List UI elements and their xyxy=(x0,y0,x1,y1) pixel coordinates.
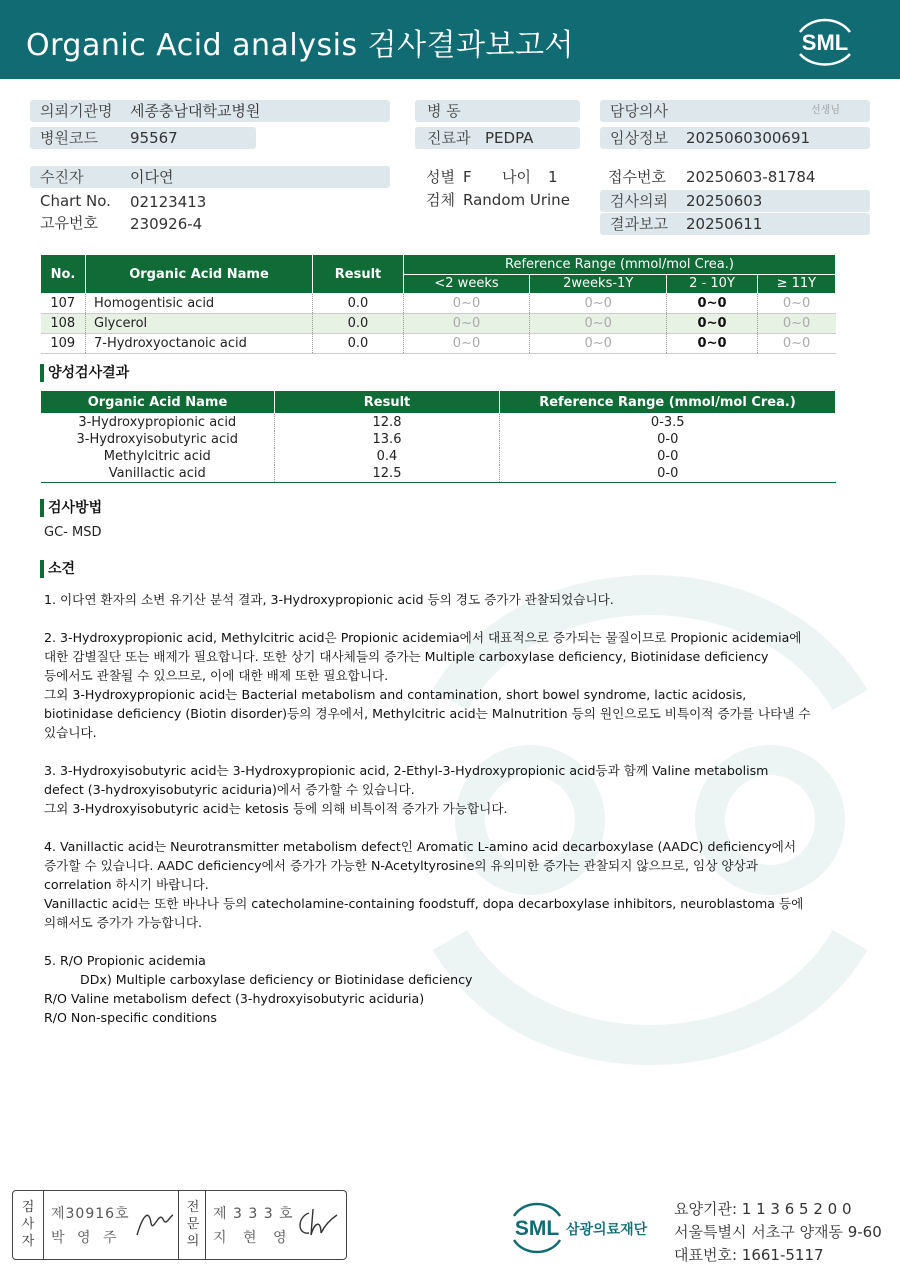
report-date-value: 20250611 xyxy=(686,215,763,233)
svg-text:SML: SML xyxy=(514,1217,560,1240)
col-ref-header: Reference Range (mmol/mol Crea.) xyxy=(404,255,836,275)
institution-field xyxy=(30,100,390,122)
opinion-body xyxy=(44,590,834,1027)
age-group-1-header: <2 weeks xyxy=(404,274,530,294)
ward-field xyxy=(415,100,580,122)
table-row xyxy=(41,294,836,314)
pos-row-name: Vanillactic acid xyxy=(41,465,275,483)
svg-text:SML: SML xyxy=(801,30,849,55)
row-ref-1: 0~0 xyxy=(404,314,530,334)
method-title-text: 검사방법 xyxy=(48,500,103,516)
row-ref-4: 0~0 xyxy=(757,334,835,354)
specialist-label xyxy=(182,1191,204,1259)
method-section-title xyxy=(40,497,102,519)
age-group-3-header: 2 - 10Y xyxy=(667,274,757,294)
request-date-value: 20250603 xyxy=(686,192,763,210)
specialist-name: 지 현 영 xyxy=(213,1230,293,1246)
opinion-line-5a: 5. R/O Propionic acidemia xyxy=(44,953,206,968)
pos-row-result: 13.6 xyxy=(275,431,500,448)
patient-name-value: 이다연 xyxy=(130,168,174,186)
age-label: 나이 xyxy=(502,168,531,186)
institution-value: 세종충남대학교병원 xyxy=(130,102,261,120)
opinion-paragraph-1: 1. 이다연 환자의 소변 유기산 분석 결과, 3-Hydroxypropionic acid 등의 경도 증가가 관찰되었습니다. xyxy=(44,592,614,607)
table-row xyxy=(41,314,836,334)
row-ref-2: 0~0 xyxy=(530,294,667,314)
footer-logo xyxy=(510,1198,670,1258)
hospital-code-label: 병원코드 xyxy=(40,129,98,147)
section-bar xyxy=(40,499,44,517)
row-ref-1: 0~0 xyxy=(404,294,530,314)
row-name: 7-Hydroxyoctanoic acid xyxy=(86,334,313,354)
age-group-2-header: 2weeks-1Y xyxy=(530,274,667,294)
row-ref-4: 0~0 xyxy=(757,314,835,334)
clinical-info-value: 2025060300691 xyxy=(686,129,811,147)
sex-value: F xyxy=(463,168,472,186)
table-row xyxy=(41,431,836,448)
phone-number: 대표번호: 1661-5117 xyxy=(674,1246,824,1264)
opinion-paragraph-4: 4. Vanillactic acid는 Neurotransmitter metabolism defect인 Aromatic L-amino acid decarboxylase (AADC) deficiency에서 증가할 수 있습니다. AADC deficiency에서 증가가 가능한 N-Acetyltyrosine의 유의미한 증가는 관찰되지 않으므로, 임상 양상과 correlation 하시기 바랍니다. Vanillactic acid는 또한 바나나 등의 catecholamine-containing foodstuff, dopa decarboxylase inhibitors, neuroblastoma 등에 의해서도 증가가 가능합니다. xyxy=(44,839,804,930)
request-date-field xyxy=(600,190,870,212)
specialist-no: 제 3 3 3 호 xyxy=(213,1206,294,1222)
row-no: 107 xyxy=(41,294,86,314)
opinion-paragraph-2: 2. 3-Hydroxypropionic acid, Methylcitric acid은 Propionic acidemia에서 대표적으로 증가되는 물질이므로 Propionic acidemia에 대한 감별질단 또는 배제가 필요합니다. 또한 상기 대사체들의 증가는 Multiple carboxylase deficiency, Biotinidase deficiency 등에서도 관찰될 수 있으므로, 이에 대한 배제 또한 필요합니다. 그외 3-Hydroxypropionic acid는 Bacterial metabolism and contamination, short bowel syndrome, lactic acidosis, biotinidase deficiency (Biotin disorder)등의 경우에서, Methylcitric acid는 Malnutrition 등의 원인으로도 비특이적 증가를 나타낼 수 있습니다. xyxy=(44,630,811,740)
specimen-label: 검체 xyxy=(426,191,455,209)
section-bar xyxy=(40,364,44,382)
divider xyxy=(178,1191,179,1259)
pos-row-name: 3-Hydroxypropionic acid xyxy=(41,414,275,432)
unique-no-label: 고유번호 xyxy=(40,214,98,232)
col-result-header: Result xyxy=(313,255,404,294)
examiner-signature xyxy=(133,1205,175,1241)
examiner-name: 박 영 주 xyxy=(51,1230,121,1246)
pos-row-ref: 0-3.5 xyxy=(650,415,685,430)
pos-row-name: Methylcitric acid xyxy=(41,448,275,465)
pos-col-ref-header: Reference Range (mmol/mol Crea.) xyxy=(500,391,836,414)
pos-row-ref: 0-0 xyxy=(500,465,836,483)
row-ref-3: 0~0 xyxy=(667,294,757,314)
signature-box xyxy=(12,1190,347,1260)
organic-acid-table xyxy=(40,254,836,354)
table-row xyxy=(41,448,836,465)
pos-row-ref: 0-0 xyxy=(657,432,679,447)
method-text: GC- MSD xyxy=(44,525,102,540)
department-field xyxy=(415,127,580,149)
report-title: Organic Acid analysis 검사결과보고서 xyxy=(26,28,574,63)
doctor-suffix: 선생님 xyxy=(811,105,840,116)
row-result: 0.0 xyxy=(313,314,404,334)
age-value: 1 xyxy=(548,168,558,186)
doctor-label: 담당의사 xyxy=(610,102,668,120)
chart-no-value: 02123413 xyxy=(130,193,207,211)
row-ref-3: 0~0 xyxy=(667,334,757,354)
hospital-code-value: 95567 xyxy=(130,129,178,147)
table-row xyxy=(41,334,836,354)
row-ref-4: 0~0 xyxy=(757,294,835,314)
pos-row-result: 12.8 xyxy=(275,414,500,432)
examiner-no: 제30916호 xyxy=(51,1206,130,1222)
pos-col-result-header: Result xyxy=(275,391,500,414)
positive-section-title xyxy=(40,362,129,384)
positive-results-table xyxy=(40,390,836,483)
row-result: 0.0 xyxy=(313,294,404,314)
department-value: PEDPA xyxy=(485,129,534,147)
col-no-header: No. xyxy=(41,255,86,294)
unique-no-value: 230926-4 xyxy=(130,215,203,233)
opinion-section-title xyxy=(40,558,75,580)
ward-label: 병 동 xyxy=(427,102,461,120)
sml-logo xyxy=(790,12,860,68)
col-name-header: Organic Acid Name xyxy=(86,255,313,294)
clinical-info-field xyxy=(600,127,870,149)
row-no: 109 xyxy=(41,334,86,354)
address: 서울특별시 서초구 양재동 9-60 xyxy=(674,1223,882,1241)
specialist-label-text: 전문의 xyxy=(186,1200,200,1249)
pos-row-ref: 0-0 xyxy=(657,449,679,464)
opinion-line-5b: DDx) Multiple carboxylase deficiency or Biotinidase deficiency xyxy=(80,972,473,987)
examiner-label-text: 검사자 xyxy=(21,1200,35,1249)
row-ref-2: 0~0 xyxy=(530,334,667,354)
positive-title-text: 양성검사결과 xyxy=(48,365,130,381)
row-ref-1: 0~0 xyxy=(404,334,530,354)
specialist-signature xyxy=(295,1205,339,1241)
table-row xyxy=(41,414,836,432)
report-date-label: 결과보고 xyxy=(610,215,668,233)
pos-row-result: 0.4 xyxy=(275,448,500,465)
row-result: 0.0 xyxy=(313,334,404,354)
patient-name-label: 수진자 xyxy=(40,168,84,186)
report-date-field xyxy=(600,213,870,235)
opinion-title-text: 소견 xyxy=(48,561,76,577)
table-row xyxy=(41,465,836,483)
row-ref-3: 0~0 xyxy=(667,314,757,334)
svg-text:삼광의료재단: 삼광의료재단 xyxy=(566,1222,648,1238)
pos-col-name-header: Organic Acid Name xyxy=(41,391,275,414)
divider xyxy=(205,1191,206,1259)
department-label: 진료과 xyxy=(427,129,471,147)
row-name: Glycerol xyxy=(86,314,313,334)
receipt-no-value: 20250603-81784 xyxy=(686,168,816,186)
age-group-4-header: ≥ 11Y xyxy=(757,274,835,294)
doctor-field xyxy=(600,100,870,122)
opinion-line-5c: R/O Valine metabolism defect (3-hydroxyisobutyric aciduria) xyxy=(44,991,425,1006)
examiner-label xyxy=(17,1191,39,1259)
clinical-info-label: 임상정보 xyxy=(610,129,668,147)
pos-row-name: 3-Hydroxyisobutyric acid xyxy=(41,431,275,448)
opinion-paragraph-3: 3. 3-Hydroxyisobutyric acid는 3-Hydroxypropionic acid, 2-Ethyl-3-Hydroxypropionic acid등과 함께 Valine metabolism defect (3-hydroxyisobutyric aciduria)에서 증가할 수 있습니다. 그외 3-Hydroxyisobutyric acid는 ketosis 등에 의해 비특이적 증가가 가능합니다. xyxy=(44,763,769,816)
specimen-value: Random Urine xyxy=(463,191,570,209)
divider xyxy=(43,1191,44,1259)
institution-label: 의뢰기관명 xyxy=(40,102,113,120)
request-date-label: 검사의뢰 xyxy=(610,192,668,210)
sex-label: 성별 xyxy=(426,168,455,186)
receipt-no-label: 접수번호 xyxy=(608,168,666,186)
hospital-code-field xyxy=(30,127,256,149)
row-no: 108 xyxy=(41,314,86,334)
row-name: Homogentisic acid xyxy=(86,294,313,314)
agency-number: 요양기관: 1 1 3 6 5 2 0 0 xyxy=(674,1200,852,1218)
opinion-line-5d: R/O Non-specific conditions xyxy=(44,1010,217,1025)
report-header xyxy=(0,0,900,79)
row-ref-2: 0~0 xyxy=(530,314,667,334)
section-bar xyxy=(40,560,44,578)
patient-name-field xyxy=(30,166,390,188)
chart-no-label: Chart No. xyxy=(40,192,111,210)
pos-row-result: 12.5 xyxy=(275,465,500,483)
